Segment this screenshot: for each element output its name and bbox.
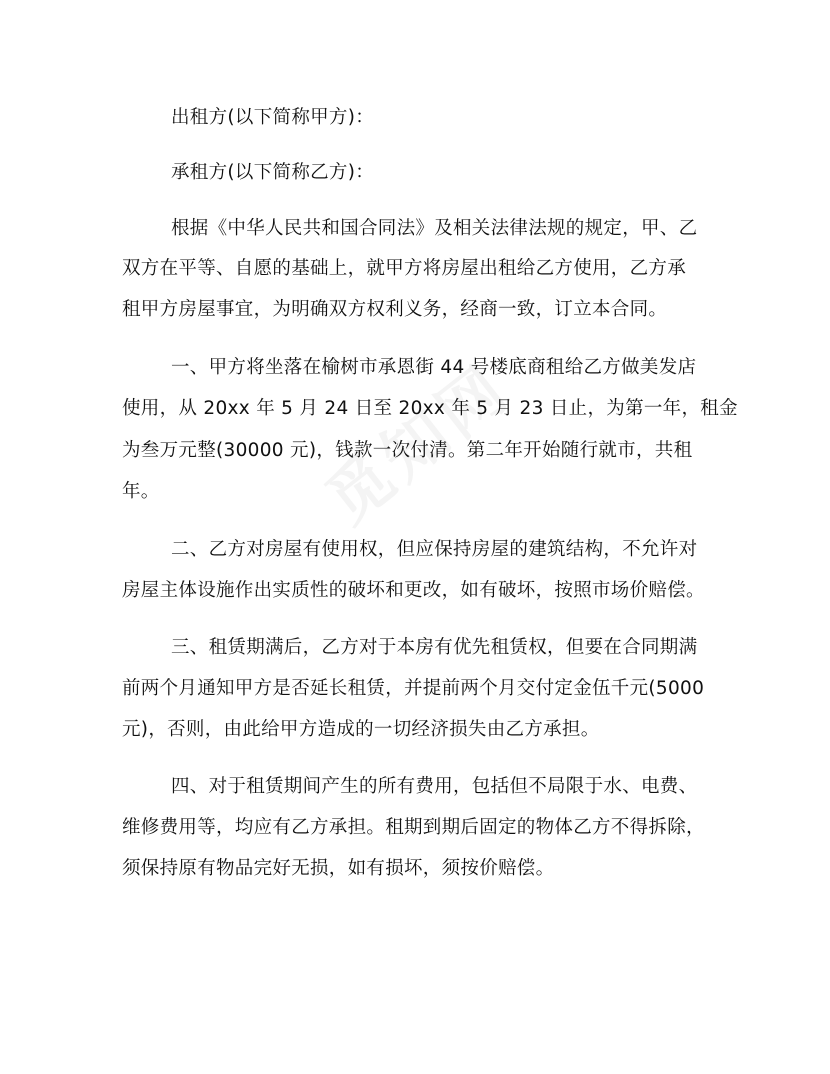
intro-paragraph-line: 根据《中华人民共和国合同法》及相关法律法规的规定，甲、乙 — [171, 218, 698, 239]
clause-3-line: 三、租赁期满后，乙方对于本房有优先租赁权，但要在合同期满 — [171, 637, 698, 658]
intro-paragraph-line: 双方在平等、自愿的基础上，就甲方将房屋出租给乙方使用，乙方承 — [122, 258, 687, 279]
clause-1-line: 一、甲方将坐落在榆树市承恩街 44 号楼底商租给乙方做美发店 — [171, 357, 697, 378]
clause-3-line: 前两个月通知甲方是否延长租赁，并提前两个月交付定金伍千元(5000 — [122, 678, 705, 699]
lessor-label: 出租方(以下简称甲方)： — [171, 107, 375, 128]
clause-4-line: 四、对于租赁期间产生的所有费用，包括但不局限于水、电费、 — [171, 776, 698, 797]
clause-1-line: 为叁万元整(30000 元)，钱款一次付清。第二年开始随行就市，共租 — [122, 440, 693, 461]
lessee-label: 承租方(以下简称乙方)： — [171, 162, 375, 183]
clause-2-line: 二、乙方对房屋有使用权，但应保持房屋的建筑结构，不允许对 — [171, 539, 698, 560]
clause-1-line: 年。 — [122, 481, 160, 502]
clause-1-line: 使用，从 20xx 年 5 月 24 日至 20xx 年 5 月 23 日止，为第一年，租金 — [122, 398, 738, 419]
clause-4-line: 须保持原有物品完好无损，如有损坏，须按价赔偿。 — [122, 858, 555, 879]
clause-3-line: 元)，否则，由此给甲方造成的一切经济损失由乙方承担。 — [122, 719, 600, 740]
intro-paragraph-line: 租甲方房屋事宜，为明确双方权利义务，经商一致，订立本合同。 — [122, 299, 668, 320]
clause-4-line: 维修费用等，均应有乙方承担。租期到期后固定的物体乙方不得拆除， — [122, 817, 705, 838]
clause-2-line: 房屋主体设施作出实质性的破坏和更改，如有破坏，按照市场价赔偿。 — [122, 580, 705, 601]
